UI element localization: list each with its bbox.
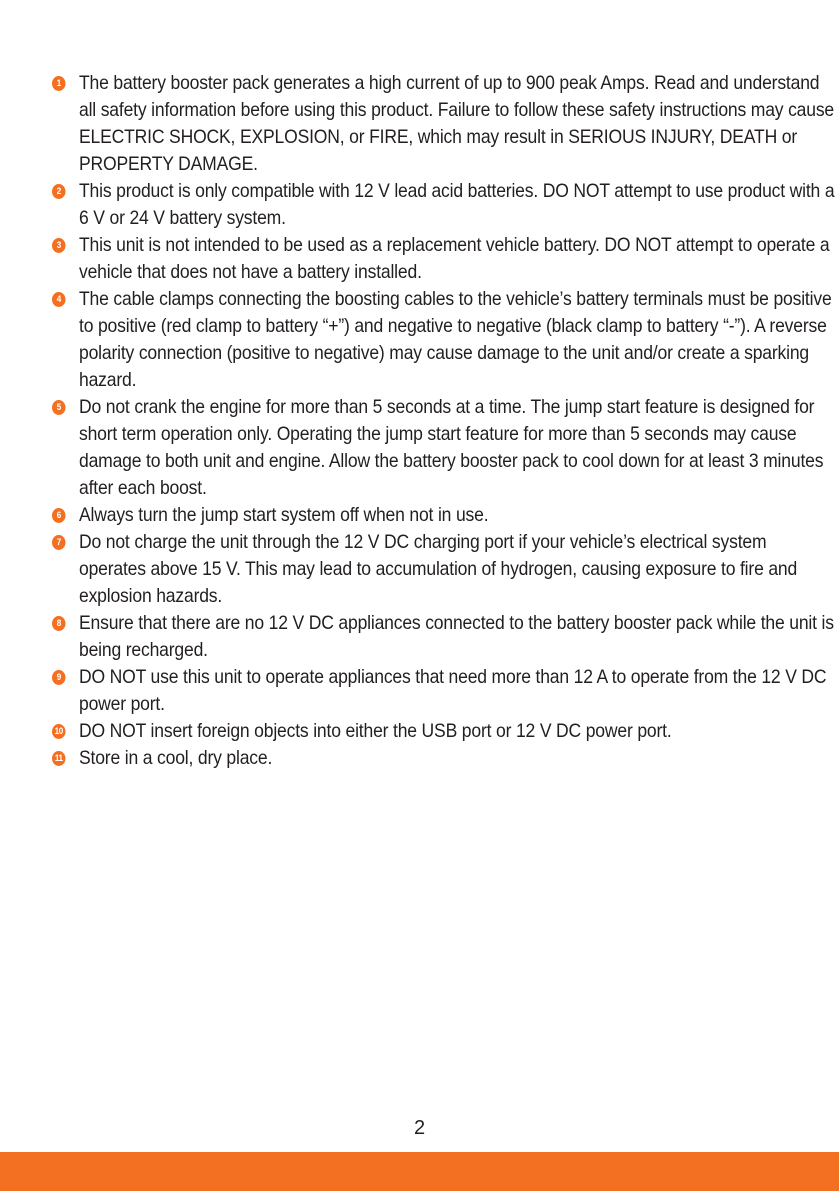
item-text: The battery booster pack generates a high current of up to 900 peak Amps. Read and understand all safety information before using this product. Failure to follow these safety instructions may cause ELECTRIC SHOCK, EXPLOSION, or FIRE, which may result in SERIOUS INJURY, DEATH or PROPERTY DAMAGE.: [79, 72, 835, 175]
item-text: Always turn the jump start system off when not in use.: [79, 504, 489, 526]
number-badge: 2: [52, 184, 66, 199]
safety-instructions-list: [52, 70, 835, 772]
number-badge: 5: [52, 400, 66, 415]
number-badge: 8: [52, 616, 66, 631]
item-text: The cable clamps connecting the boosting cables to the vehicle’s battery terminals must be positive to positive (red clamp to battery “+”) and negative to negative (black clamp to battery “-”). A reverse polarity connection (positive to negative) may cause damage to the unit and/or create a sparking hazard.: [79, 288, 832, 391]
list-item: [52, 70, 835, 178]
number-badge: 4: [52, 292, 66, 307]
list-item: [52, 232, 835, 286]
list-item: [52, 718, 835, 745]
number-badge: 11: [52, 751, 66, 766]
number-badge: 6: [52, 508, 66, 523]
list-item: [52, 529, 835, 610]
number-badge: 3: [52, 238, 66, 253]
list-item: [52, 178, 835, 232]
number-badge: 7: [52, 535, 66, 550]
item-text: Do not crank the engine for more than 5 seconds at a time. The jump start feature is designed for short term operation only. Operating the jump start feature for more than 5 seconds may cause damage to both unit and engine. Allow the battery booster pack to cool down for at least 3 minutes after each boost.: [79, 396, 824, 499]
item-text: Do not charge the unit through the 12 V DC charging port if your vehicle’s electrical system operates above 15 V. This may lead to accumulation of hydrogen, causing exposure to fire and explosion hazards.: [79, 531, 798, 607]
list-item: [52, 745, 835, 772]
item-text: DO NOT use this unit to operate appliances that need more than 12 A to operate from the 12 V DC power port.: [79, 666, 827, 715]
number-badge: 1: [52, 76, 66, 91]
item-text: This unit is not intended to be used as a replacement vehicle battery. DO NOT attempt to operate a vehicle that does not have a battery installed.: [79, 234, 830, 283]
number-badge: 10: [52, 724, 66, 739]
footer-accent-bar: [0, 1152, 839, 1191]
item-text: DO NOT insert foreign objects into either the USB port or 12 V DC power port.: [79, 720, 672, 742]
item-text: Store in a cool, dry place.: [79, 747, 273, 769]
list-item: [52, 502, 835, 529]
page-number: 2: [413, 1117, 426, 1139]
item-text: This product is only compatible with 12 V lead acid batteries. DO NOT attempt to use product with a 6 V or 24 V battery system.: [79, 180, 835, 229]
list-item: [52, 286, 835, 394]
list-item: [52, 394, 835, 502]
number-badge: 9: [52, 670, 66, 685]
list-item: [52, 610, 835, 664]
list-item: [52, 664, 835, 718]
item-text: Ensure that there are no 12 V DC appliances connected to the battery booster pack while the unit is being recharged.: [79, 612, 834, 661]
